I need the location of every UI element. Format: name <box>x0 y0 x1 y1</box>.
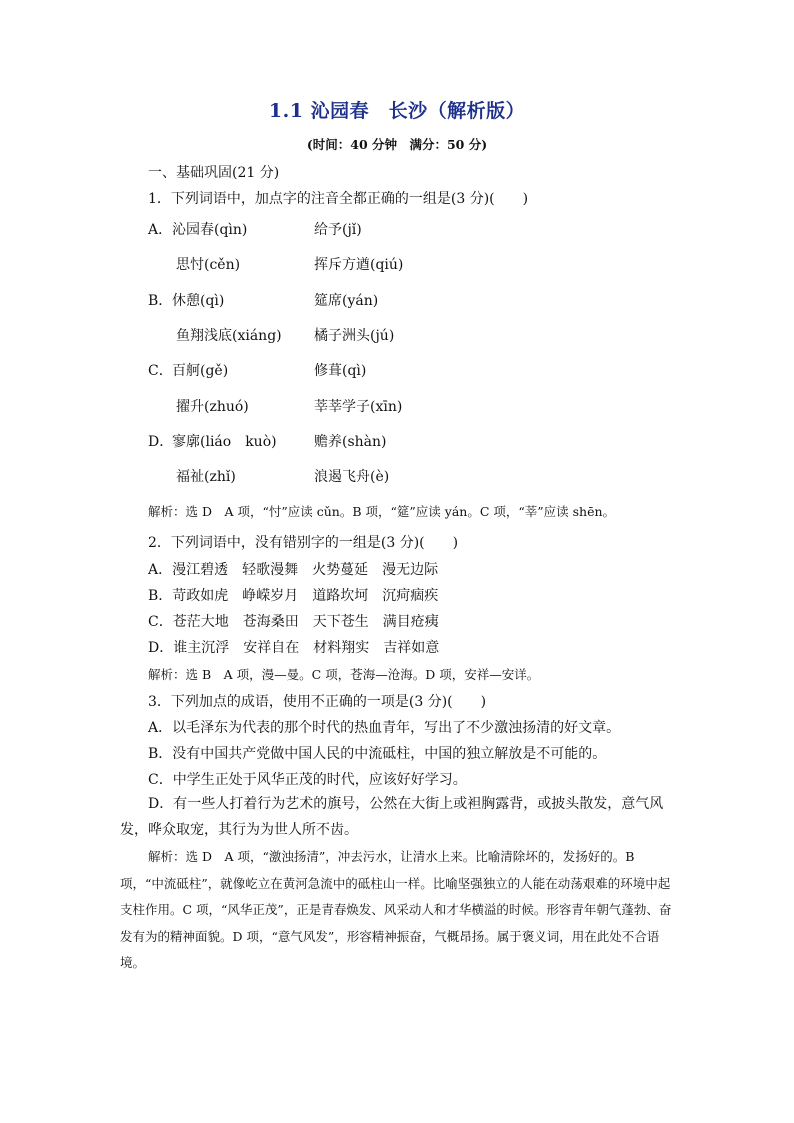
q1-option-a-label: A． <box>148 222 173 238</box>
q1-option-b-item: 鱼翔浅底(xiáng) <box>176 328 282 344</box>
question-3-stem: 3．下列加点的成语，使用不正确的一项是(3 分)( ) <box>148 694 487 710</box>
q3-option: D．有一些人打着行为艺术的旗号，公然在大街上或袒胸露背，或披头散发，意气风发，哗众取宠，其行为为世人所不齿。 <box>120 796 664 838</box>
q3-analysis: 解析：选 D A 项，“激浊扬清”，冲去污水，让清水上来。比喻清除坏的，发扬好的。B 项，“中流砥柱”，就像屹立在黄河急流中的砥柱山一样。比喻坚强独立的人能在动荡艰难的环境中起支柱作用。C 项，“风华正茂”，正是青春焕发、风采动人和才华横溢的时候。形容青年朝气蓬勃、奋发有为的精神面貌。D 项，“意气风发”，形容精神振奋，气概昂扬。属于褒义词，用在此处不合语境。 <box>120 849 672 970</box>
q1-analysis: 解析：选 D A 项，“忖”应读 cǔn。B 项，“筵”应读 yán。C 项，“莘”应读 shēn。 <box>148 504 616 519</box>
q1-option-c-label: C． <box>148 363 173 379</box>
q1-option-c-item: 莘莘学子(xīn) <box>314 399 403 415</box>
q1-option-b-item: 橘子洲头(jú) <box>314 328 395 344</box>
q3-option: B．没有中国共产党做中国人民的中流砥柱，中国的独立解放是不可能的。 <box>148 746 607 762</box>
q1-option-c-item: 擢升(zhuó) <box>176 399 249 415</box>
q3-option: C．中学生正处于风华正茂的时代，应该好好学习。 <box>148 772 467 788</box>
q1-option-c-item: 百舸(gě) <box>172 363 229 379</box>
q2-option: C．苍茫大地 苍海桑田 天下苍生 满目疮痍 <box>148 614 439 630</box>
q1-option-d-item: 浪遏飞舟(è) <box>314 469 390 485</box>
q1-option-a-item: 思忖(cěn) <box>176 257 241 273</box>
q1-option-b-label: B． <box>148 293 173 309</box>
question-2-stem: 2．下列词语中，没有错别字的一组是(3 分)( ) <box>148 535 459 551</box>
q3-option: A．以毛泽东为代表的那个时代的热血青年，写出了不少激浊扬清的好文章。 <box>148 720 621 736</box>
q2-option: D．谁主沉浮 安祥自在 材料翔实 吉祥如意 <box>148 640 440 656</box>
q1-option-a-item: 给予(jǐ) <box>314 222 362 238</box>
question-1-stem: 1．下列词语中，加点字的注音全都正确的一组是(3 分)( ) <box>148 191 529 207</box>
q1-option-a-item: 沁园春(qìn) <box>172 222 248 238</box>
q1-option-b-item: 筵席(yán) <box>314 293 379 309</box>
q1-option-a-item: 挥斥方遒(qiú) <box>314 257 404 273</box>
exam-info: (时间：40 分钟 满分：50 分) <box>306 137 488 152</box>
q2-option: B．苛政如虎 峥嵘岁月 道路坎坷 沉疴痼疾 <box>148 588 439 604</box>
page-title: 1.1 沁园春 长沙（解析版） <box>268 100 526 122</box>
q1-option-d-label: D． <box>148 434 174 450</box>
q1-option-b-item: 休憩(qì) <box>172 293 225 309</box>
q2-analysis: 解析：选 B A 项，漫—曼。C 项，苍海—沧海。D 项，安祥—安详。 <box>148 667 540 682</box>
q1-option-d-item: 福祉(zhǐ) <box>176 469 236 485</box>
q2-option: A．漫江碧透 轻歌漫舞 火势蔓延 漫无边际 <box>148 562 439 578</box>
q1-option-d-item: 赡养(shàn) <box>314 434 387 450</box>
q1-option-c-item: 修葺(qì) <box>314 363 367 379</box>
q1-option-d-item: 寥廓(liáo kuò) <box>172 434 277 450</box>
section-heading: 一、基础巩固(21 分) <box>148 165 280 181</box>
